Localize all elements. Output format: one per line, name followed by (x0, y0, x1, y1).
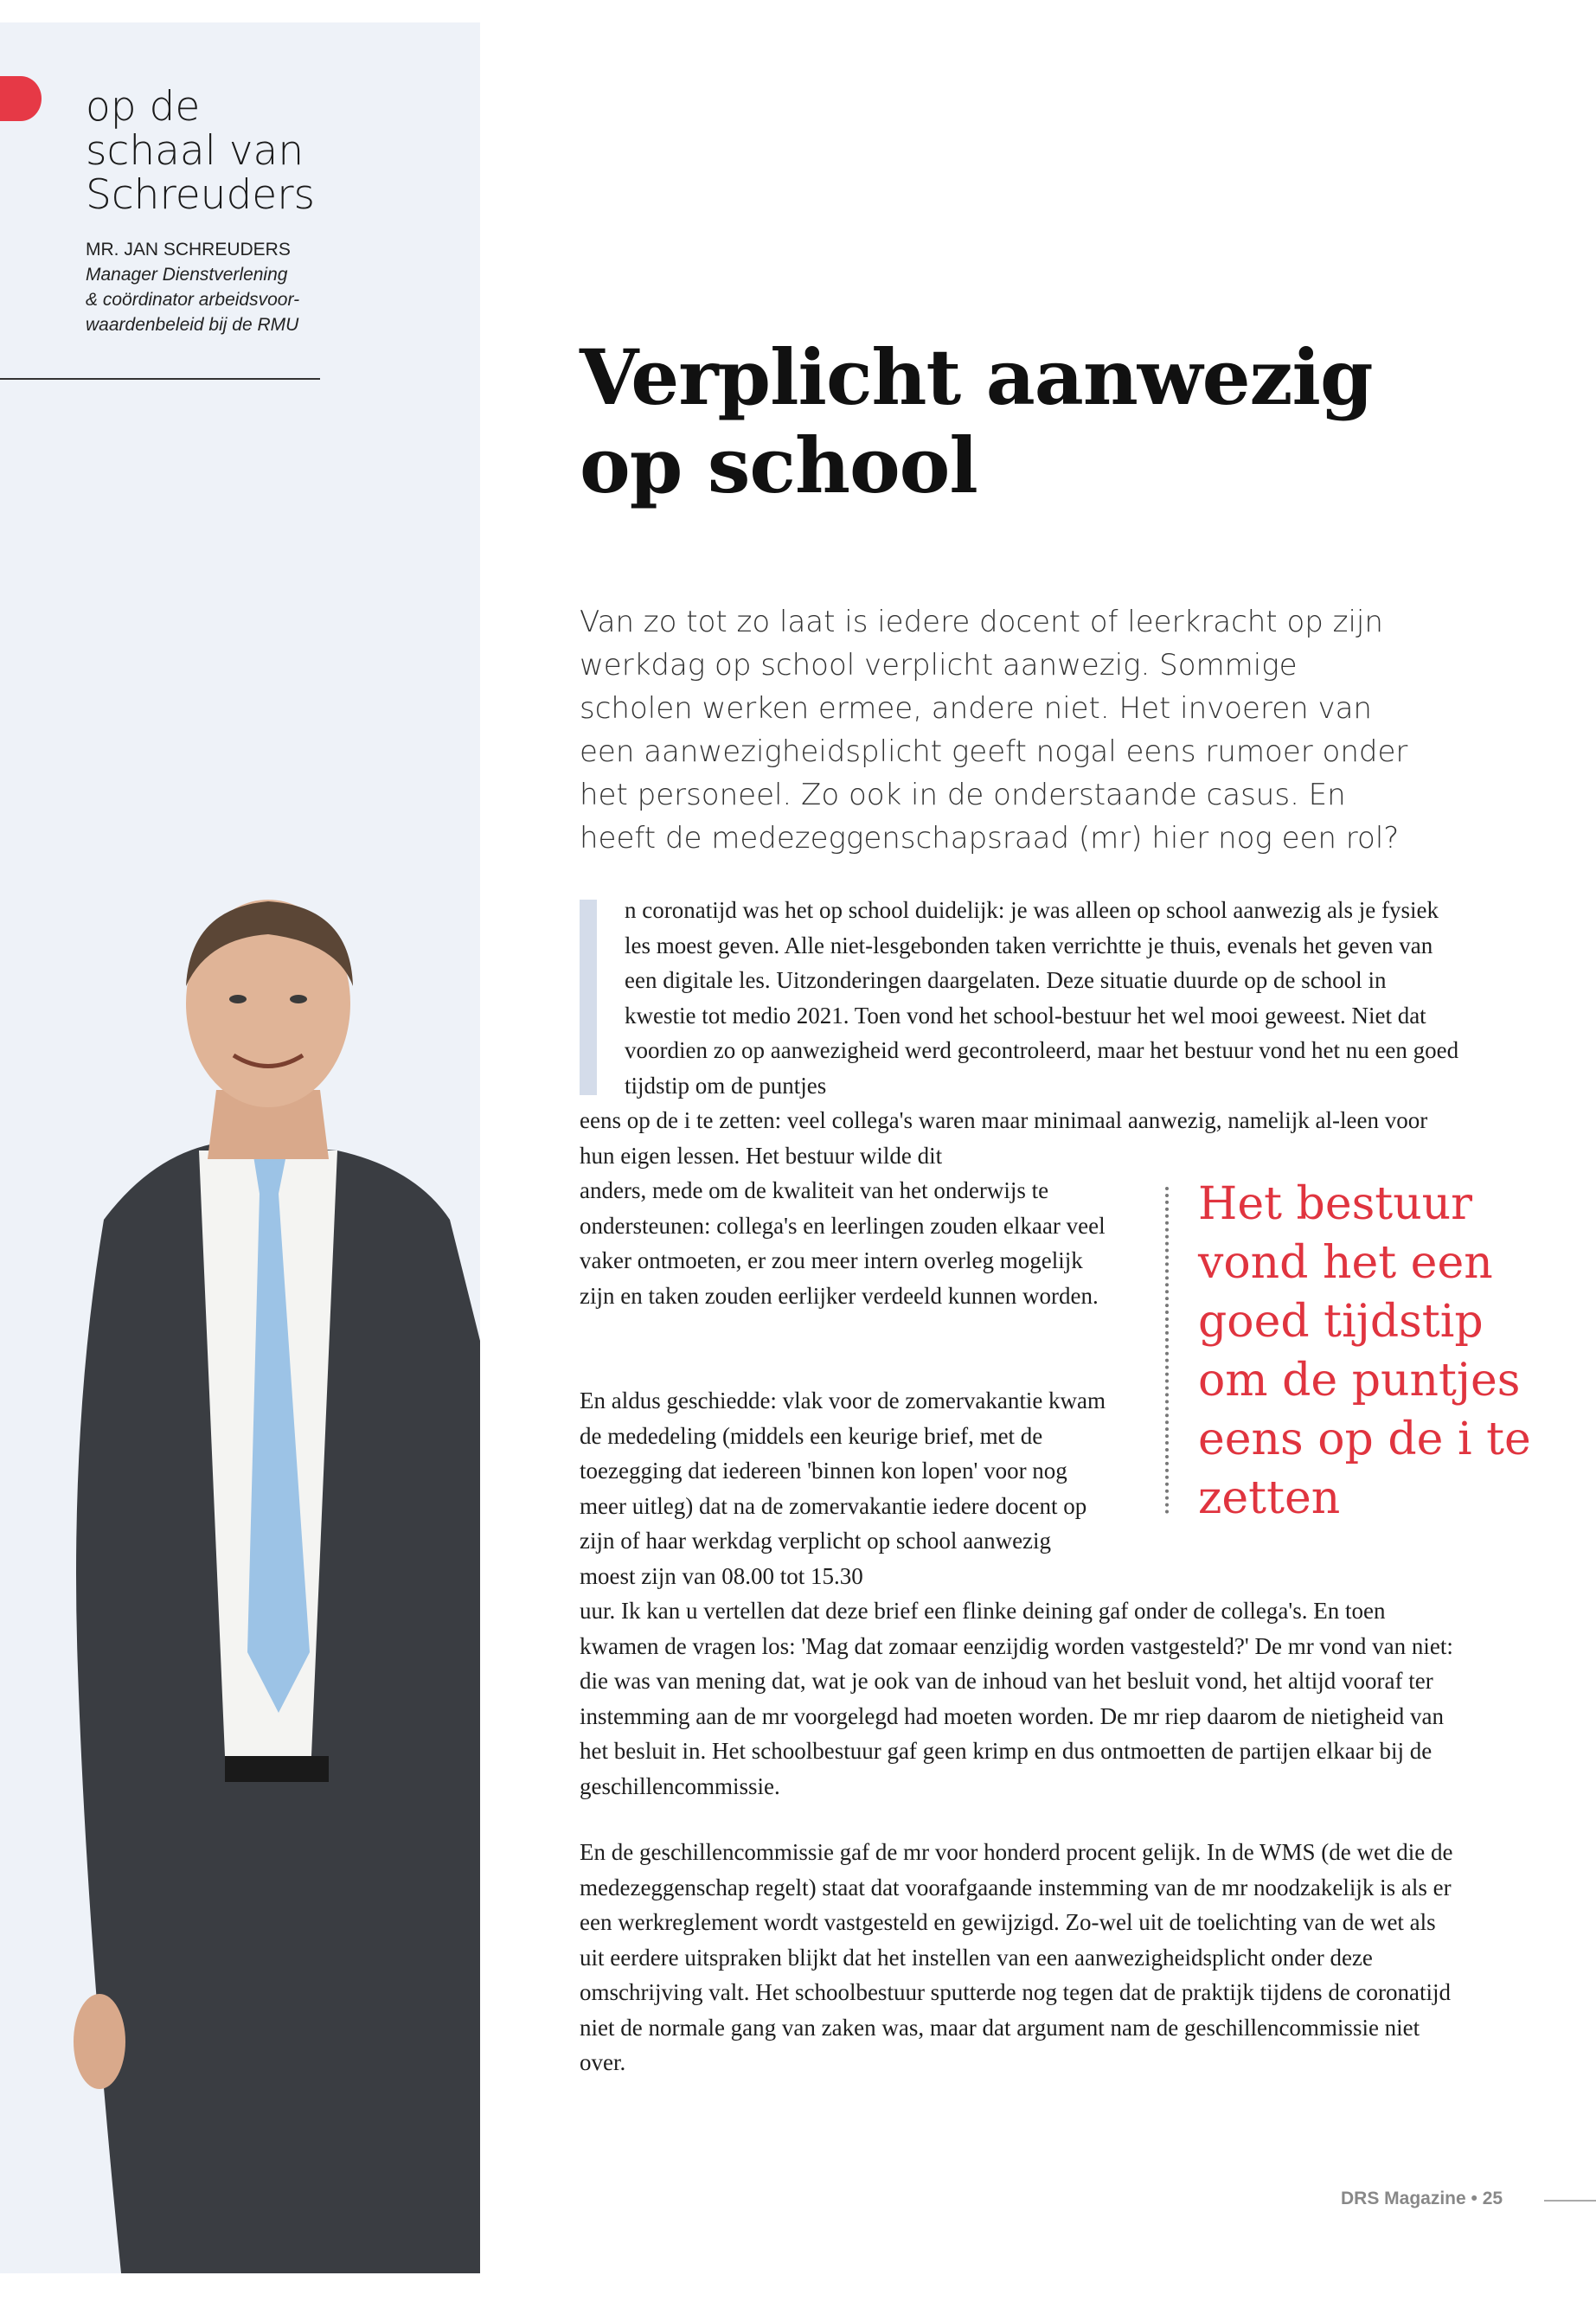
hand (74, 1994, 125, 2089)
author-role-line: Manager Dienstverlening (86, 265, 288, 285)
body-paragraph: n coronatijd was het op school duidelijk: je was alleen op school aanwezig als je fysiek les moest geven. Alle niet-lesgebonden taken verrichtte je thuis, evenals het geven van een digitale les. Uitzonderingen daargelaten. Deze situatie duurde op de school in kwestie tot medio 2021. Toen vond het school-bestuur het wel mooi geweest. Niet dat voordien zo op aanwezigheid werd gecontroleerd, maar het bestuur vond het nu een goed tijdstip om de puntjes (625, 897, 1459, 1099)
body-paragraph: En de geschillencommissie gaf de mr voor honderd procent gelijk. In de WMS (de wet die de medezeggenschap regelt) staat dat voorafgaande instemming van de mr noodzakelijk is als er een werkreglement wordt vastgesteld en gewijzigd. Zo-wel uit de toelichting van de wet als uit eerdere uitspraken blijkt dat het instellen van een aanwezigheidsplicht onder deze omschrijving valt. Het schoolbestuur sputterde nog tegen dat de praktijk tijdens de coronatijd niet de normale gang van zaken was, maar dat argument nam de geschillencommissie niet over. (580, 1839, 1453, 2075)
page-number: 25 (1482, 2189, 1503, 2208)
pullquote-divider (1165, 1187, 1169, 1514)
red-tab-marker-icon (0, 76, 42, 121)
headline-line: Verplicht aanwezig (580, 332, 1373, 422)
left-eye (229, 995, 247, 1003)
column-title-line: op de (86, 83, 201, 131)
author-photo (52, 891, 480, 2273)
column-title-line: Schreuders (86, 171, 316, 219)
drop-cap-bar (580, 900, 597, 1095)
magazine-name: DRS Magazine (1341, 2189, 1466, 2208)
author-divider (0, 378, 320, 380)
body-paragraph: anders, mede om de kwaliteit van het onderwijs te ondersteunen: collega's en leerlingen zouden elkaar veel vaker ontmoeten, er zou meer intern overleg mogelijk zijn en taken zouden eerlijker verdeeld kunnen worden. (580, 1177, 1106, 1309)
author-role-line: & coördinator arbeidsvoor- (86, 290, 300, 310)
article-headline (580, 333, 1372, 510)
column-title-line: schaal van (86, 127, 304, 175)
footer-separator: • (1471, 2189, 1477, 2208)
page-footer (1341, 2189, 1503, 2209)
footer-rule (1544, 2200, 1596, 2202)
pullquote: Het bestuur vond het een goed tijdstip om de puntjes eens op de i te zetten (1198, 1178, 1531, 1524)
right-eye (290, 995, 307, 1003)
author-name: MR. JAN SCHREUDERS (86, 240, 291, 260)
body-paragraph: En aldus geschiedde: vlak voor de zomervakantie kwam de mededeling (middels een keurige brief, met de toezegging dat iedereen 'binnen kon lopen' voor nog meer uitleg) dat na de zomervakantie iedere docent op zijn of haar werkdag verplicht op school aanwezig moest zijn van 08.00 tot 15.30 (580, 1388, 1106, 1589)
author-byline (86, 237, 299, 337)
belt (225, 1756, 329, 1782)
article-intro: Van zo tot zo laat is iedere docent of leerkracht op zijn werkdag op school verplicht aanwezig. Sommige scholen werken ermee, andere niet. Het invoeren van een aanwezigheidsplicht geeft nogal eens rumoer onder het personeel. Zo ook in de onderstaande casus. En heeft de medezeggenschapsraad (mr) hier nog een rol? (580, 605, 1408, 856)
headline-line: op school (580, 420, 977, 510)
author-role-line: waardenbeleid bij de RMU (86, 315, 299, 335)
body-paragraph: eens op de i te zetten: veel collega's waren maar minimaal aanwezig, namelijk al-leen voor hun eigen lessen. Het bestuur wilde dit (580, 1107, 1428, 1169)
body-paragraph: uur. Ik kan u vertellen dat deze brief een flinke deining gaf onder de collega's. En toen kwamen de vragen los: 'Mag dat zomaar eenzijdig worden vastgesteld?' De mr vond van niet: die was van mening dat, wat je ook van de inhoud van het besluit vond, het altijd vooraf ter instemming aan de mr voorgelegd had moeten worden. De mr riep daarom de nietigheid van het besluit in. Het schoolbestuur gaf geen krimp en dus ontmoetten de partijen elkaar bij de geschillencommissie. (580, 1598, 1453, 1799)
column-title (86, 85, 315, 217)
